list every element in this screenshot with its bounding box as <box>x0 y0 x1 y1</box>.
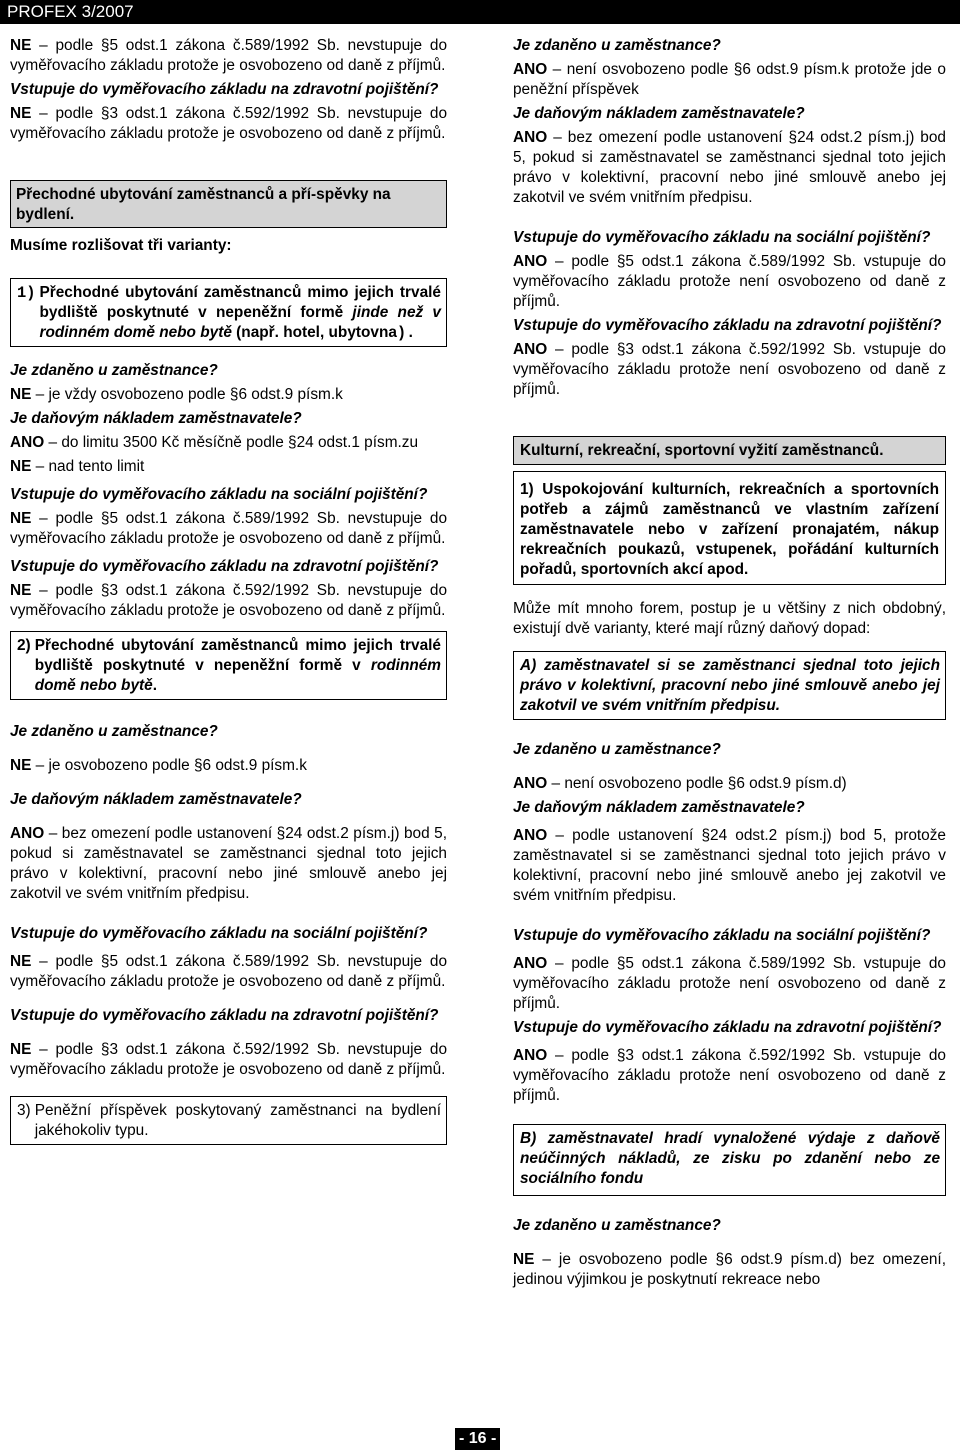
variant-text: Peněžní příspěvek poskytovaný zaměstnanci na bydlení jakéhokoliv typu. <box>34 1102 441 1139</box>
question-cost: Je daňovým nákladem zaměstnavatele? <box>513 799 805 816</box>
answer-taxed: ANO – není osvobozeno podle §6 odst.9 písm.k protože jde o peněžní příspěvek <box>513 61 946 98</box>
question-social: Vstupuje do vyměřovacího základu na sociální pojištění? <box>10 925 428 942</box>
variant-number: 2) <box>17 637 31 654</box>
answer-cost: ANO – bez omezení podle ustanovení §24 odst.2 písm.j) bod 5, pokud si zaměstnavatel se zaměstnanci sjednal toto jejich právo v kolektivní, pracovní nebo jiné smlouvě anebo jej zakotvil ve svém vnitřním předpisu. <box>10 825 447 902</box>
answer-cost-limit: ANO – do limitu 3500 Kč měsíčně podle §24 odst.1 písm.zu <box>10 434 419 451</box>
question-taxed: Je zdaněno u zaměstnance? <box>513 741 721 758</box>
answer-cost-over: NE – nad tento limit <box>10 458 145 475</box>
right-column <box>513 36 946 1290</box>
answer-health: ANO – podle §3 odst.1 zákona č.592/1992 Sb. vstupuje do vyměřovacího základu protože není osvobozeno od daně z příjmů. <box>513 341 946 398</box>
question-taxed: Je zdaněno u zaměstnance? <box>513 1217 721 1234</box>
answer-social: NE – podle §5 odst.1 zákona č.589/1992 Sb. nevstupuje do vyměřovacího základu protože je osvobozeno od daně z příjmů. <box>10 510 447 547</box>
answer-taxed: ANO – není osvobozeno podle §6 odst.9 písm.d) <box>513 775 847 792</box>
question-health-insurance: Vstupuje do vyměřovacího základu na zdravotní pojištění? <box>10 1007 439 1024</box>
answer-cost: ANO – podle ustanovení §24 odst.2 písm.j) bod 5, protože zaměstnavatel si se zaměstnanci sjednal toto jejich právo v kolektivní, pracovní nebo jiné smlouvě anebo jej zakotvil ve svém vnitřním předpisu. <box>513 827 946 904</box>
answer-taxed: NE – je osvobozeno podle §6 odst.9 písm.k <box>10 757 307 774</box>
question-taxed: Je zdaněno u zaměstnance? <box>10 723 218 740</box>
page-number: - 16 - <box>455 1428 500 1450</box>
variant-1-box <box>10 278 447 347</box>
question-social: Vstupuje do vyměřovacího základu na sociální pojištění? <box>10 486 428 503</box>
variant-a-text: A) zaměstnavatel si se zaměstnanci sjednal toto jejich právo v kolektivní, pracovní nebo jiné smlouvě anebo jej zakotvil ve svém vnitřním předpisu. <box>520 657 940 714</box>
question-cost: Je daňovým nákladem zaměstnavatele? <box>10 410 302 427</box>
answer-social: ANO – podle §5 odst.1 zákona č.589/1992 Sb. vstupuje do vyměřovacího základu protože není osvobozeno od daně z příjmů. <box>513 955 946 1012</box>
question-cost: Je daňovým nákladem zaměstnavatele? <box>513 105 805 122</box>
question-social: Vstupuje do vyměřovacího základu na sociální pojištění? <box>513 927 931 944</box>
answer-social: ANO – podle §5 odst.1 zákona č.589/1992 Sb. vstupuje do vyměřovacího základu protože není osvobozeno od daně z příjmů. <box>513 253 946 310</box>
left-column <box>10 36 447 1145</box>
variant-3-box <box>10 1096 447 1145</box>
variant-b-text: B) zaměstnavatel hradí vynaložené výdaje z daňově neúčinných nákladů, ze zisku po zdanění nebo ze sociálního fondu <box>520 1130 940 1187</box>
answer-health: ANO – podle §3 odst.1 zákona č.592/1992 Sb. vstupuje do vyměřovacího základu protože není osvobozeno od daně z příjmů. <box>513 1047 946 1104</box>
journal-title: PROFEX 3/2007 <box>7 2 134 21</box>
question-health-insurance: Vstupuje do vyměřovacího základu na zdravotní pojištění? <box>10 558 439 575</box>
item-1-box <box>513 471 946 585</box>
intro-text: Může mít mnoho forem, postup je u většiny z nich obdobný, existují dvě varianty, které mají různý daňový dopad: <box>513 600 946 637</box>
variant-2-box <box>10 631 447 700</box>
page-header <box>0 0 960 24</box>
answer-taxed: NE – je osvobozeno podle §6 odst.9 písm.d) bez omezení, jedinou výjimkou je poskytnutí rekreace nebo <box>513 1251 946 1288</box>
question-health-insurance: Vstupuje do vyměřovacího základu na zdravotní pojištění? <box>10 81 439 98</box>
variant-b-box <box>513 1124 946 1196</box>
question-health-insurance: Vstupuje do vyměřovacího základu na zdravotní pojištění? <box>513 317 942 334</box>
answer-social: NE – podle §5 odst.1 zákona č.589/1992 Sb. nevstupuje do vyměřovacího základu protože je osvobozeno od daně z příjmů. <box>10 37 447 74</box>
question-cost: Je daňovým nákladem zaměstnavatele? <box>10 791 302 808</box>
item-1-text: 1) Uspokojování kulturních, rekreačních a sportovních potřeb a zájmů zaměstnanců ve vlastním zařízení zaměstnavatele nebo v zařízení pronajatém, nákup rekreačních poukazů, vstupenek, pořádání kulturních pořadů, sportovních akcí apod. <box>520 481 939 578</box>
intro-text: Musíme rozlišovat tři varianty: <box>10 237 232 254</box>
question-health-insurance: Vstupuje do vyměřovacího základu na zdravotní pojištění? <box>513 1019 942 1036</box>
section-title: Kulturní, rekreační, sportovní vyžití zaměstnanců. <box>520 442 884 459</box>
answer-cost: ANO – bez omezení podle ustanovení §24 odst.2 písm.j) bod 5, pokud si zaměstnavatel se zaměstnanci sjednal toto jejich právo v kolektivní, pracovní nebo jiné smlouvě anebo jej zakotvil ve svém vnitřním předpisu. <box>513 129 946 206</box>
question-taxed: Je zdaněno u zaměstnance? <box>513 37 721 54</box>
question-social: Vstupuje do vyměřovacího základu na sociální pojištění? <box>513 229 931 246</box>
variant-a-box <box>513 651 946 720</box>
variant-number: 3) <box>17 1102 31 1119</box>
answer-health: NE – podle §3 odst.1 zákona č.592/1992 Sb. nevstupuje do vyměřovacího základu protože je osvobozeno od daně z příjmů. <box>10 1041 447 1078</box>
variant-number: 1) <box>17 284 36 302</box>
question-taxed: Je zdaněno u zaměstnance? <box>10 362 218 379</box>
answer-taxed: NE – je vždy osvobozeno podle §6 odst.9 písm.k <box>10 386 343 403</box>
answer-health: NE – podle §3 odst.1 zákona č.592/1992 Sb. nevstupuje do vyměřovacího základu protože je osvobozeno od daně z příjmů. <box>10 105 447 142</box>
section-title: Přechodné ubytování zaměstnanců a pří-spěvky na bydlení. <box>16 186 391 223</box>
section-title-box <box>513 436 946 465</box>
variant-text: Přechodné ubytování zaměstnanců mimo jejich trvalé bydliště poskytnuté v nepeněžní formě v rodinném domě nebo bytě. <box>34 637 441 694</box>
answer-social: NE – podle §5 odst.1 zákona č.589/1992 Sb. nevstupuje do vyměřovacího základu protože je osvobozeno od daně z příjmů. <box>10 953 447 990</box>
section-title-box <box>10 180 447 228</box>
answer-health: NE – podle §3 odst.1 zákona č.592/1992 Sb. nevstupuje do vyměřovacího základu protože je osvobozeno od daně z příjmů. <box>10 582 447 619</box>
variant-text: Přechodné ubytování zaměstnanců mimo jejich trvalé bydliště poskytnuté v nepeněžní formě jinde než v rodinném domě nebo bytě (např. hotel, ubytovna). <box>39 284 441 342</box>
